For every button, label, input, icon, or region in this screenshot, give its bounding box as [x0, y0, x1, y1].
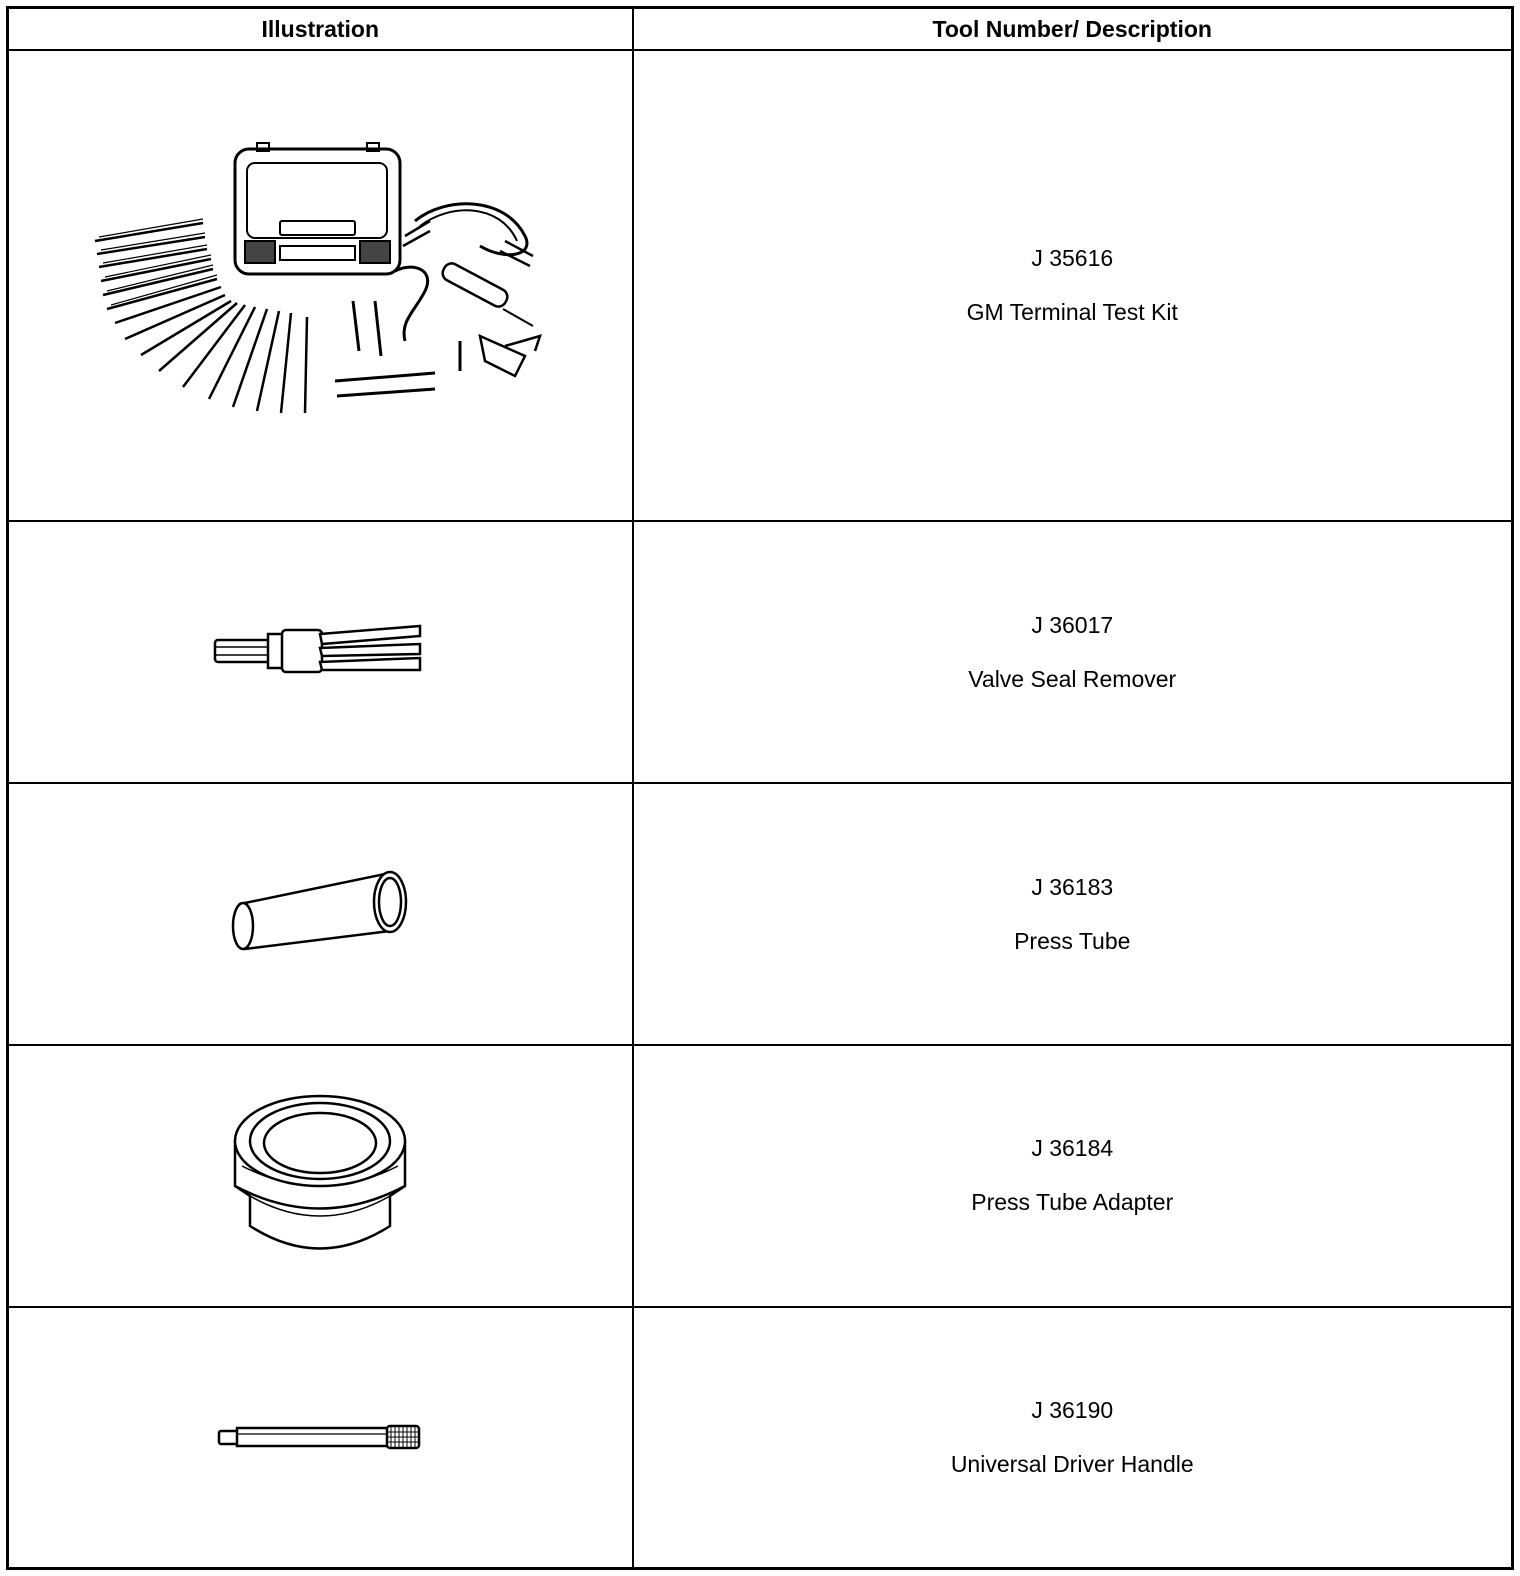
description-cell [633, 783, 1513, 1045]
valve-seal-remover-icon [210, 622, 430, 682]
table-row [8, 521, 1513, 783]
tool-name: Universal Driver Handle [950, 1450, 1194, 1477]
illustration-cell [8, 783, 633, 1045]
table-row [8, 783, 1513, 1045]
tool-name: Press Tube [1014, 927, 1131, 954]
description-cell [633, 1307, 1513, 1569]
table-row [8, 1045, 1513, 1307]
tool-number: J 36017 [1031, 611, 1114, 638]
header-tool-description: Tool Number/ Description [633, 8, 1513, 51]
tool-name: Valve Seal Remover [968, 665, 1177, 692]
header-row [8, 8, 1513, 51]
tool-number: J 36183 [1031, 873, 1114, 900]
tool-number: J 36184 [1031, 1135, 1114, 1162]
tool-number: J 36190 [1031, 1396, 1114, 1423]
description-cell [633, 521, 1513, 783]
press-tube-adapter-icon [220, 1086, 420, 1266]
tool-number: J 35616 [1031, 245, 1114, 272]
terminal-test-kit-icon [85, 141, 555, 431]
table-row [8, 1307, 1513, 1569]
universal-driver-handle-icon [215, 1422, 425, 1452]
table-row [8, 50, 1513, 521]
tool-name: GM Terminal Test Kit [966, 299, 1178, 326]
illustration-cell [8, 1045, 633, 1307]
header-illustration: Illustration [8, 8, 633, 51]
description-cell [633, 50, 1513, 521]
description-cell [633, 1045, 1513, 1307]
illustration-cell [8, 1307, 633, 1569]
tool-name: Press Tube Adapter [971, 1189, 1174, 1216]
special-tools-table [6, 6, 1514, 1570]
illustration-cell [8, 521, 633, 783]
illustration-cell [8, 50, 633, 521]
press-tube-icon [225, 869, 415, 959]
